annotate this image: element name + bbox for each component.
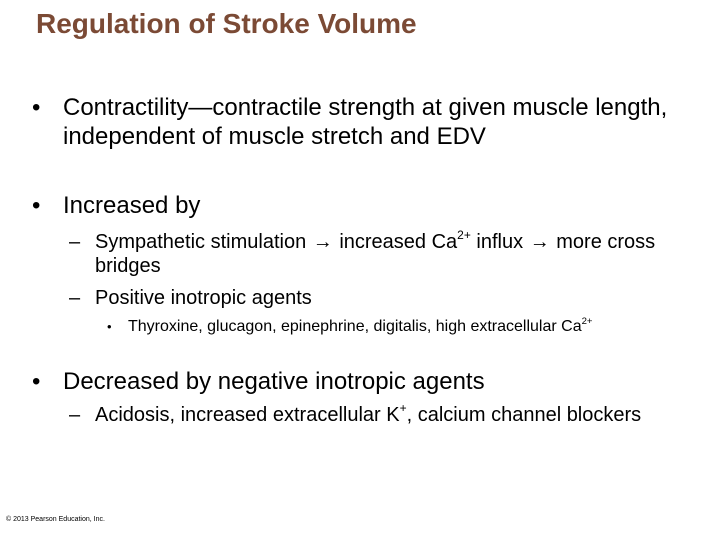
- bullet-text: Contractility—contractile strength at given muscle length, independent of muscle stretch and EDV: [63, 94, 668, 150]
- bullet-contractility: [32, 93, 672, 151]
- arrow-right-icon: →: [312, 231, 333, 253]
- subbullet-sympathetic: [69, 230, 689, 278]
- bullet-marker: •: [107, 319, 112, 334]
- bullet-marker: •: [32, 94, 41, 121]
- text-span: more cross bridges: [95, 231, 656, 277]
- dash-marker: –: [69, 404, 81, 426]
- subbullet-text: [95, 230, 689, 278]
- text-span: Acidosis, increased extracellular K: [95, 404, 400, 426]
- text-span: Thyroxine, glucagon, epinephrine, digitalis, high extracellular Ca: [128, 318, 582, 335]
- subsubbullet-text: [128, 317, 687, 337]
- text-span: increased Ca: [339, 231, 458, 253]
- bullet-increased-by: [32, 191, 672, 220]
- bullet-text: Increased by: [63, 192, 201, 219]
- bullet-marker: •: [32, 368, 41, 395]
- subbullet-text: Positive inotropic agents: [95, 287, 312, 309]
- dash-marker: –: [69, 231, 81, 253]
- text-span: , calcium channel blockers: [406, 404, 642, 426]
- subsubbullet-thyroxine: [107, 317, 687, 337]
- subbullet-text: [95, 403, 689, 427]
- superscript: 2+: [457, 228, 471, 243]
- subbullet-acidosis: [69, 403, 689, 427]
- bullet-decreased-by: [32, 367, 672, 396]
- slide-title: Regulation of Stroke Volume: [36, 8, 417, 39]
- bullet-marker: •: [32, 192, 41, 219]
- copyright-notice: © 2013 Pearson Education, Inc.: [6, 516, 105, 523]
- subbullet-positive-agents: [69, 286, 689, 310]
- text-span: influx: [476, 231, 524, 253]
- superscript: 2+: [581, 315, 593, 327]
- text-span: Sympathetic stimulation: [95, 231, 307, 253]
- bullet-text: Decreased by negative inotropic agents: [63, 368, 485, 395]
- dash-marker: –: [69, 287, 81, 309]
- superscript: +: [399, 401, 407, 416]
- arrow-right-icon: →: [529, 231, 550, 253]
